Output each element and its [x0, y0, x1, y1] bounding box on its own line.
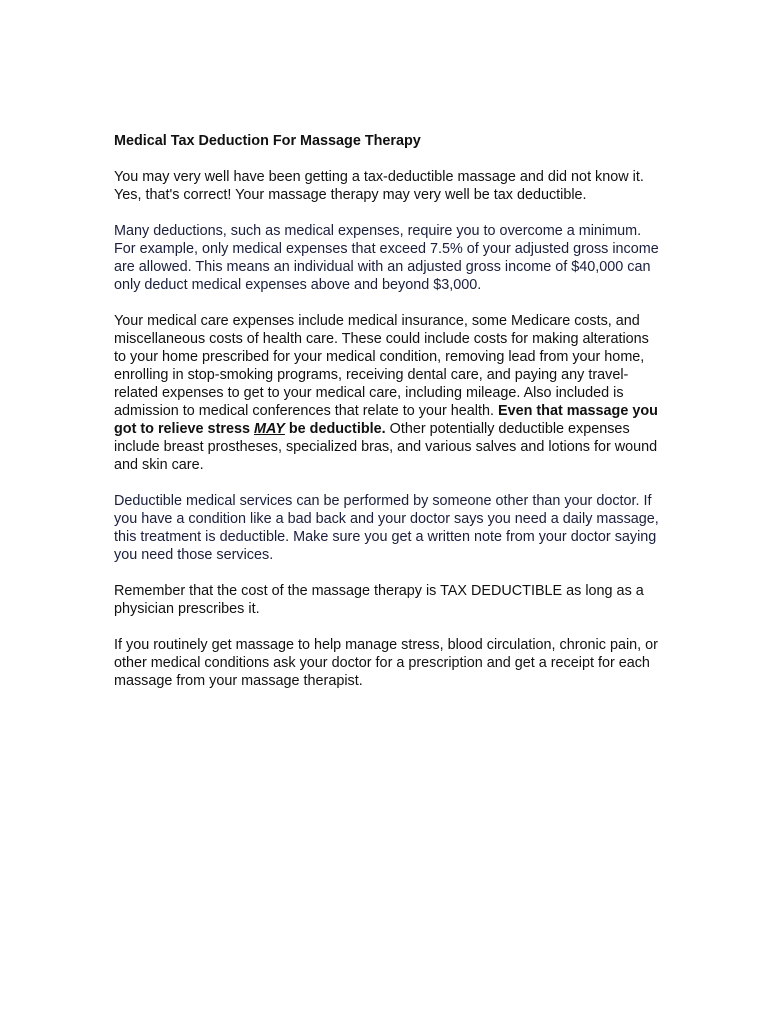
paragraph-deduction-minimum: Many deductions, such as medical expenses, require you to overcome a minimum. For example, only medical expenses that exceed 7.5% of your adjusted gross income are allowed. This means an individual with an adjusted gross income of $40,000 can only deduct medical expenses above and beyond $3,000.	[114, 223, 659, 293]
emphasis-may: MAY	[253, 421, 285, 437]
other-expenses-text: Other potentially deductible expenses include breast prostheses, specialized bras, and various salves and lotions for wound and skin care.	[114, 421, 658, 473]
paragraph-prescription: If you routinely get massage to help manage stress, blood circulation, chronic pain, or other medical conditions ask your doctor for a prescription and get a receipt for each massage from your massage therapist.	[114, 637, 658, 689]
paragraph-medical-expenses	[114, 312, 662, 474]
paragraph-other-providers: Deductible medical services can be performed by someone other than your doctor. If you have a condition like a bad back and your doctor says you need a daily massage, this treatment is deductible. Make sure you get a written note from your doctor saying you need those services.	[114, 493, 659, 563]
paragraph-tax-deductible: Remember that the cost of the massage therapy is TAX DEDUCTIBLE as long as a physician prescribes it.	[114, 583, 644, 617]
paragraph-intro: You may very well have been getting a tax-deductible massage and did not know it. Yes, that's correct! Your massage therapy may very well be tax deductible.	[114, 169, 644, 203]
document-title: Medical Tax Deduction For Massage Therapy	[114, 133, 421, 149]
document-page	[114, 128, 662, 708]
emphasis-text-a: Even that massage you got to relieve stress	[114, 403, 658, 437]
emphasis-text-b: be deductible.	[284, 421, 386, 437]
medical-expenses-text: Your medical care expenses include medical insurance, some Medicare costs, and miscellaneous costs of health care. These could include costs for making alterations to your home prescribed for your medical condition, removing lead from your home, enrolling in stop-smoking programs, receiving dental care, and paying any travel-related expenses to get to your medical care, including mileage. Also included is admission to medical conferences that relate to your health.	[114, 313, 649, 419]
